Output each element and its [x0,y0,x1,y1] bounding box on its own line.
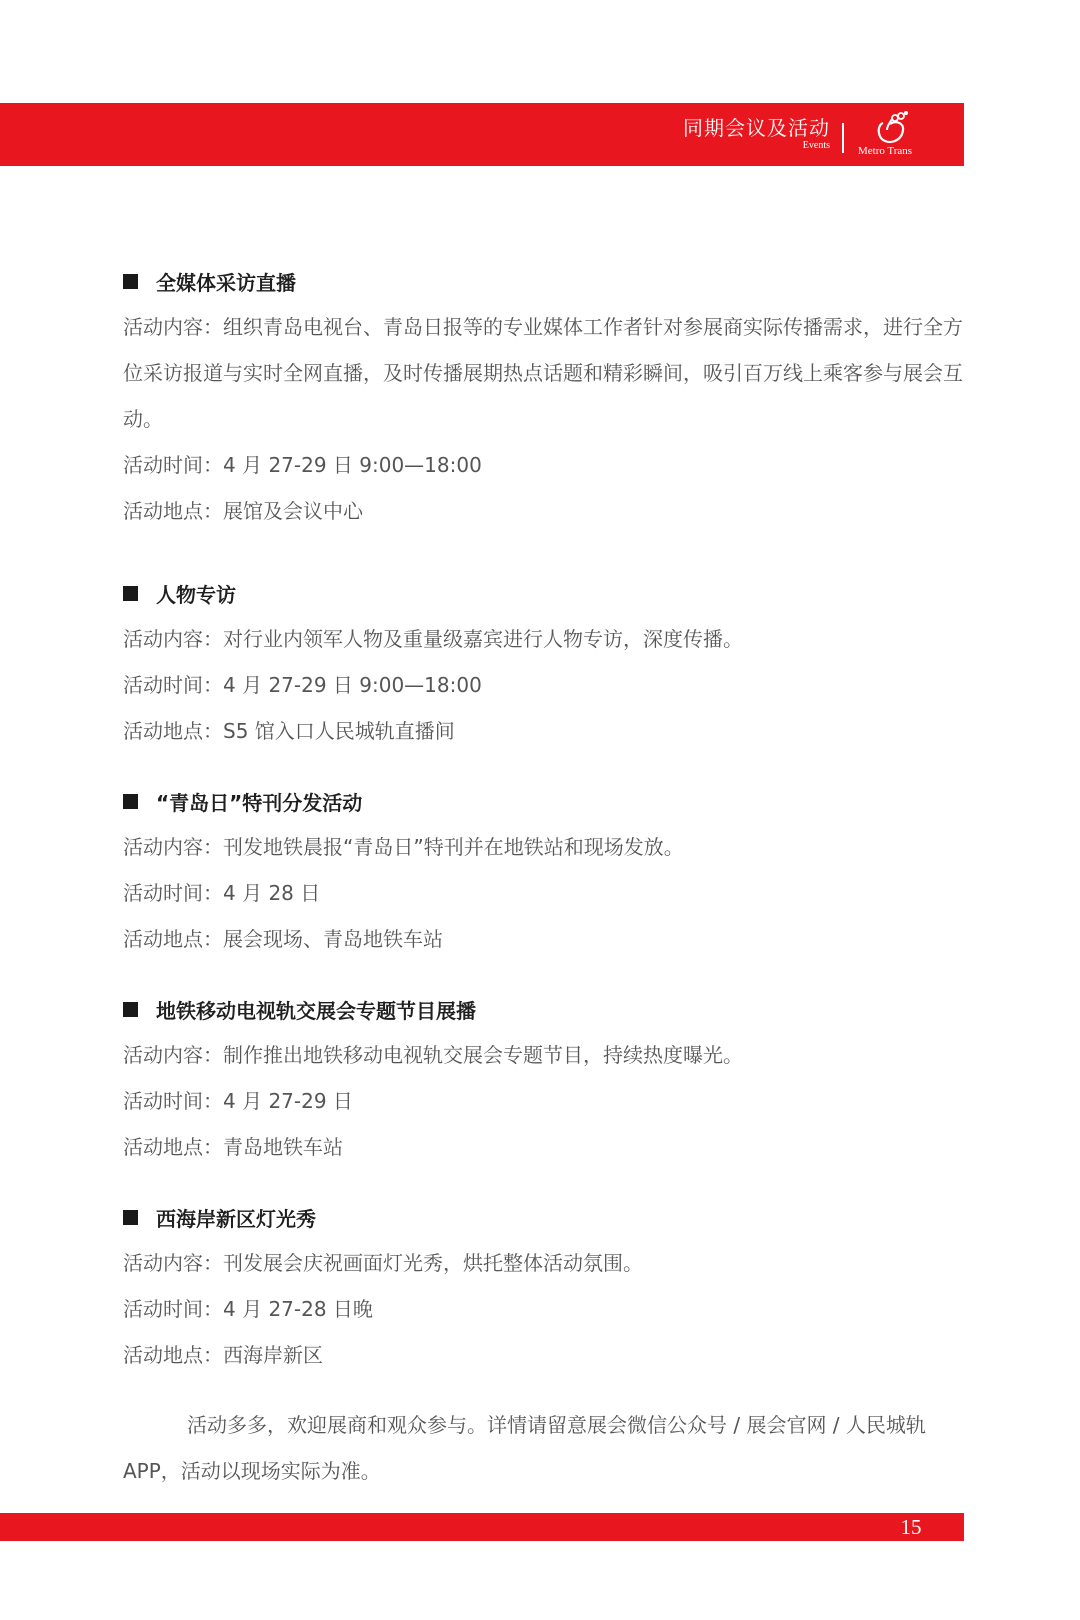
closing-paragraph: 活动多多，欢迎展商和观众参与。详情请留意展会微信公众号 / 展会官网 / 人民城轨 APP，活动以现场实际为准。 [123,1413,926,1483]
event-place [123,1124,965,1170]
event-content [123,1032,965,1078]
event-content-text: 刊发展会庆祝画面灯光秀，烘托整体活动氛围。 [223,1251,643,1275]
bullet-square-icon [123,586,138,601]
event-place-text: 西海岸新区 [223,1343,323,1367]
event-time-text: 4 月 27-29 日 9:00—18:00 [223,673,482,697]
event-place-label: 活动地点： [123,499,223,523]
logo-text: Metro Trans [858,145,913,157]
event-place-label: 活动地点： [123,719,223,743]
event-content-label: 活动内容： [123,1043,223,1067]
event-title [123,1194,965,1240]
event-title [123,778,965,824]
event-content-label: 活动内容： [123,315,223,339]
event-time [123,662,965,708]
event-time [123,442,965,488]
bullet-square-icon [123,274,138,289]
event-content-text: 制作推出地铁移动电视轨交展会专题节目，持续热度曝光。 [223,1043,743,1067]
event-content [123,616,965,662]
metro-trans-logo [854,109,934,161]
event-time-text: 4 月 28 日 [223,881,321,905]
event-section [123,258,965,534]
event-place [123,1332,965,1378]
event-time-text: 4 月 27-29 日 9:00—18:00 [223,453,482,477]
events-content [123,258,965,1494]
event-content-label: 活动内容： [123,627,223,651]
event-title-text: 地铁移动电视轨交展会专题节目展播 [156,998,476,1023]
header-title [683,117,830,152]
event-time-text: 4 月 27-29 日 [223,1089,353,1113]
event-time-text: 4 月 27-28 日晚 [223,1297,373,1321]
footer-bar [0,1513,964,1541]
header-divider [842,123,844,153]
event-time-label: 活动时间： [123,881,223,905]
header-bar [0,103,964,166]
metro-trans-logo-icon [874,111,912,145]
bullet-square-icon [123,794,138,809]
event-place-label: 活动地点： [123,927,223,951]
event-section [123,986,965,1170]
event-title-text: “青岛日”特刊分发活动 [156,790,363,815]
event-time-label: 活动时间： [123,453,223,477]
event-time [123,1286,965,1332]
event-place-label: 活动地点： [123,1135,223,1159]
event-section [123,570,965,754]
event-section [123,778,965,962]
event-title [123,258,965,304]
event-content-text: 刊发地铁晨报“青岛日”特刊并在地铁站和现场发放。 [223,835,684,859]
event-content-text: 组织青岛电视台、青岛日报等的专业媒体工作者针对参展商实际传播需求，进行全方位采访报道与实时全网直播，及时传播展期热点话题和精彩瞬间，吸引百万线上乘客参与展会互动。 [123,315,963,431]
bullet-square-icon [123,1210,138,1225]
event-time-label: 活动时间： [123,1089,223,1113]
event-place-text: S5 馆入口人民城轨直播间 [223,719,455,743]
event-place [123,708,965,754]
event-title-text: 全媒体采访直播 [156,270,296,295]
event-section [123,1194,965,1378]
event-content [123,304,965,442]
event-title-text: 西海岸新区灯光秀 [156,1206,316,1231]
event-time-label: 活动时间： [123,1297,223,1321]
event-place-text: 青岛地铁车站 [223,1135,343,1159]
page-number: 15 [900,1515,922,1539]
event-title [123,986,965,1032]
event-content [123,824,965,870]
event-place-text: 展馆及会议中心 [223,499,363,523]
event-content-text: 对行业内领军人物及重量级嘉宾进行人物专访，深度传播。 [223,627,743,651]
header-subtitle: Events [802,140,830,151]
header-title-text: 同期会议及活动 [683,116,830,140]
event-place [123,916,965,962]
event-content-label: 活动内容： [123,1251,223,1275]
event-time [123,870,965,916]
event-title [123,570,965,616]
event-title-text: 人物专访 [156,582,236,607]
event-content [123,1240,965,1286]
event-time [123,1078,965,1124]
event-time-label: 活动时间： [123,673,223,697]
event-content-label: 活动内容： [123,835,223,859]
event-place [123,488,965,534]
event-place-text: 展会现场、青岛地铁车站 [223,927,443,951]
event-place-label: 活动地点： [123,1343,223,1367]
bullet-square-icon [123,1002,138,1017]
